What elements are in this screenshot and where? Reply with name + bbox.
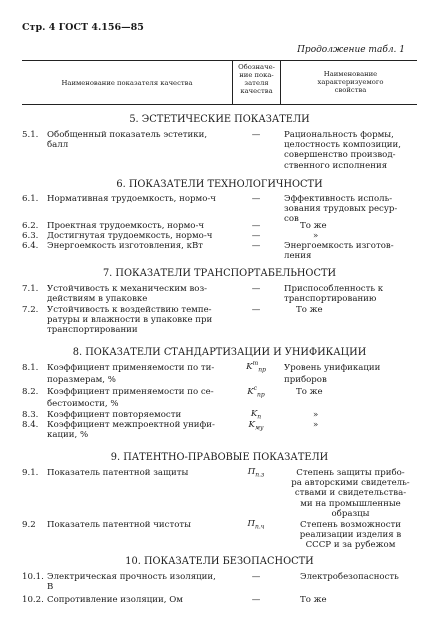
indicator-name: Показатель патентной защиты: [47, 468, 189, 478]
section-title: 10. ПОКАЗАТЕЛИ БЕЗОПАСНОСТИ: [125, 556, 314, 567]
property-description: То же: [296, 387, 323, 397]
indicator-name: Коэффициент применяемости по се- бестоимости, %: [47, 387, 214, 409]
section-title: 6. ПОКАЗАТЕЛИ ТЕХНОЛОГИЧНОСТИ: [116, 179, 323, 190]
property-description: »: [313, 420, 319, 430]
row-number: 6.2.: [22, 221, 39, 231]
property-description: То же: [296, 305, 323, 315]
property-description: Приспособленность к транспортированию: [284, 284, 384, 305]
section-title: 7. ПОКАЗАТЕЛИ ТРАНСПОРТАБЕЛЬНОСТИ: [102, 268, 337, 279]
property-description: Степень защиты прибо- ра авторскими свидетель- ствами и свидетельства- ми на промышленные образцы: [291, 468, 410, 519]
indicator-symbol: $K_{му}$: [248, 420, 264, 432]
row-number: 5.1.: [22, 130, 39, 140]
indicator-symbol: —: [251, 572, 261, 582]
row-number: 10.2.: [22, 595, 44, 605]
row-number: 8.1.: [22, 363, 39, 373]
section-title: 8. ПОКАЗАТЕЛИ СТАНДАРТИЗАЦИИ И УНИФИКАЦИИ: [72, 347, 367, 358]
row-number: 8.4.: [22, 420, 39, 430]
indicator-name: Коэффициент повторяемости: [47, 410, 182, 420]
indicator-symbol: $П_{п.з}$: [247, 467, 265, 479]
row-number: 9.1.: [22, 468, 39, 478]
column-header-symbol: Обозначе- ние пока- зателя качества: [238, 63, 275, 95]
property-description: »: [313, 231, 319, 241]
row-number: 7.2.: [22, 305, 39, 315]
indicator-symbol: —: [251, 221, 261, 231]
property-description: Рациональность формы, целостность композиции, совершенство производ- ственного исполнения: [284, 130, 401, 171]
row-number: 6.1.: [22, 194, 39, 204]
indicator-name: Коэффициент применяемости по ти- поразмерам, %: [47, 363, 215, 385]
indicator-name: Сопротивление изоляции, Ом: [47, 595, 183, 605]
indicator-symbol: —: [251, 595, 261, 605]
indicator-name: Устойчивость к воздействию темпе- ратуры и влажности в упаковке при транспортировании: [47, 305, 213, 336]
property-description: »: [313, 410, 319, 420]
indicator-symbol: —: [251, 231, 261, 241]
page-header: Стр. 4 ГОСТ 4.156—85: [22, 22, 144, 33]
indicator-name: Показатель патентной чистоты: [47, 520, 191, 530]
indicator-name: Достигнутая трудоемкость, нормо-ч: [47, 231, 213, 241]
row-number: 9.2: [22, 520, 36, 530]
property-description: Эффективность исполь- зования трудовых ресур- сов: [284, 194, 398, 225]
indicator-symbol: $K^с_{пр}$: [247, 385, 265, 399]
indicator-symbol: —: [251, 130, 261, 140]
table-top-border: [22, 60, 417, 61]
section-title: 5. ЭСТЕТИЧЕСКИЕ ПОКАЗАТЕЛИ: [129, 114, 310, 125]
column-header-name: Наименование показателя качества: [61, 79, 193, 87]
property-description: Степень возможности реализации изделия в СССР и за рубежом: [299, 520, 402, 551]
property-description: Уровень унификации приборов: [284, 363, 381, 385]
indicator-name: Электрическая прочность изоляции, В: [47, 572, 216, 593]
indicator-name: Устойчивость к механическим воз- действиям в упаковке: [47, 284, 208, 305]
indicator-symbol: —: [251, 194, 261, 204]
table-continuation-label: Продолжение табл. 1: [297, 45, 405, 55]
section-title: 9. ПАТЕНТНО-ПРАВОВЫЕ ПОКАЗАТЕЛИ: [110, 452, 329, 463]
indicator-symbol: —: [251, 305, 261, 315]
row-number: 6.4.: [22, 241, 39, 251]
row-number: 10.1.: [22, 572, 44, 582]
table-header-border: [22, 104, 417, 105]
indicator-symbol: —: [251, 241, 261, 251]
column-header-property: Наименование характеризуемого свойства: [317, 70, 384, 94]
indicator-name: Проектная трудоемкость, нормо-ч: [47, 221, 205, 231]
indicator-name: Обобщенный показатель эстетики, балл: [47, 130, 208, 151]
property-description: Энергоемкость изготов- ления: [284, 241, 394, 262]
indicator-name: Энергоемкость изготовления, кВт: [47, 241, 204, 251]
row-number: 8.3.: [22, 410, 39, 420]
row-number: 7.1.: [22, 284, 39, 294]
indicator-symbol: $П_{п.ч}$: [247, 519, 265, 531]
property-description: Электробезопасность: [300, 572, 399, 582]
indicator-symbol: —: [251, 284, 261, 294]
indicator-symbol: $K_п$: [250, 409, 262, 421]
indicator-symbol: $K^т_{пр}$: [246, 360, 266, 374]
property-description: То же: [300, 595, 327, 605]
indicator-name: Нормативная трудоемкость, нормо-ч: [47, 194, 216, 204]
property-description: То же: [300, 221, 327, 231]
row-number: 6.3.: [22, 231, 39, 241]
indicator-name: Коэффициент межпроектной унифи- кации, %: [47, 420, 215, 441]
row-number: 8.2.: [22, 387, 39, 397]
